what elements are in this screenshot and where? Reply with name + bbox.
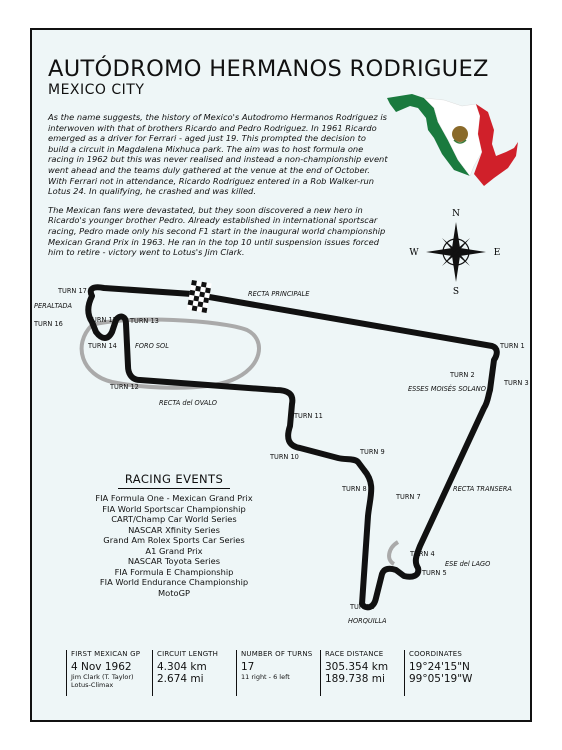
label-turn-2: TURN 2 xyxy=(450,371,475,379)
stat-circuit-length xyxy=(152,650,236,696)
label-recta-transera: RECTA TRANSERA xyxy=(453,485,512,493)
list-item: MotoGP xyxy=(158,587,190,598)
stat-detail: Lotus-Climax xyxy=(71,681,114,689)
label-turn-8: TURN 8 xyxy=(342,485,367,493)
stat-header: RACE DISTANCE xyxy=(325,650,384,658)
history-paragraph: The Mexican fans were devastated, but they soon discovered a new hero in Ricardo's younger brother Pedro. Already established in international sportscar racing, Pedro made only his second F1 start in the inaugural world championship Mexican Grand Prix in 1963. He ran in the top 10 until suspension issues forced him to retire - victory went to Lotus's Jim Clark. xyxy=(48,204,386,258)
stat-value: 99°05'19"W xyxy=(409,673,473,685)
poster xyxy=(30,28,532,722)
label-ese-del-lago: ESE del LAGO xyxy=(445,560,491,568)
racing-events-list xyxy=(58,493,290,598)
label-turn-9: TURN 9 xyxy=(360,448,385,456)
stat-header: NUMBER OF TURNS xyxy=(241,650,313,658)
label-recta-ovalo: RECTA del OVALO xyxy=(159,399,217,407)
stat-first-gp xyxy=(66,650,152,696)
stat-value: 4.304 km xyxy=(157,661,207,673)
label-turn-15: TURN 15 xyxy=(88,316,117,324)
stat-number-of-turns xyxy=(236,650,320,696)
poster-title: AUTÓDROMO HERMANOS RODRIGUEZ xyxy=(48,56,489,82)
list-item: FIA Formula One - Mexican Grand Prix xyxy=(95,493,253,503)
label-turn-4: TURN 4 xyxy=(410,550,435,558)
list-item: FIA Formula E Championship xyxy=(114,566,234,577)
list-item: A1 Grand Prix xyxy=(145,545,203,556)
stat-header: FIRST MEXICAN GP xyxy=(71,650,141,658)
label-turn-1: TURN 1 xyxy=(500,342,525,350)
stat-value: 305.354 km xyxy=(325,661,389,673)
label-horquilla: HORQUILLA xyxy=(348,617,387,625)
label-turn-11: TURN 11 xyxy=(294,412,323,420)
stat-value: 2.674 mi xyxy=(157,673,204,685)
stat-detail: Jim Clark (T. Taylor) xyxy=(71,673,134,681)
history-paragraph: As the name suggests, the history of Mexico's Autodromo Hermanos Rodriguez is interwoven with that of brothers Ricardo and Pedro Rodriguez. In 1961 Ricardo emerged as a driver for Ferrari - aged just 19. This prompted the decision to build a circuit in Magdalena Mixhuca park. The aim was to host formula one racing in 1962 but this was never realised and instead a non-championship event went ahead and the teams duly gathered at the venue at the end of October. With Ferrari not in attendance, Ricardo Rodriguez entered in a Rob Walker-run Lotus 24. In qualifying, he crashed and was killed. xyxy=(48,112,388,197)
lake-section xyxy=(389,542,398,564)
stat-value: 17 xyxy=(241,661,255,673)
list-item: CART/Champ Car World Series xyxy=(111,514,237,524)
racing-events-title: RACING EVENTS xyxy=(118,472,230,489)
stat-race-distance xyxy=(320,650,404,696)
stat-value: 189.738 mi xyxy=(325,673,385,685)
foro-sol-oval xyxy=(82,320,259,388)
start-finish-flag-icon xyxy=(187,280,212,313)
label-turn-5: TURN 5 xyxy=(422,569,447,577)
label-foro-sol: FORO SOL xyxy=(135,342,169,350)
stat-header: COORDINATES xyxy=(409,650,463,658)
label-turn-12: TURN 12 xyxy=(110,383,139,391)
stat-value: 4 Nov 1962 xyxy=(71,661,132,673)
compass-north-label: N xyxy=(452,209,460,219)
list-item: NASCAR Toyota Series xyxy=(127,556,221,566)
compass-east-label: E xyxy=(493,248,501,258)
label-turn-3: TURN 3 xyxy=(504,379,529,387)
label-turn-6: TURN 6 xyxy=(350,603,375,611)
label-turn-14: TURN 14 xyxy=(88,342,117,350)
list-item: FIA World Sportscar Championship xyxy=(102,503,246,514)
list-item: FIA World Endurance Championship xyxy=(99,577,249,587)
compass-west-label: W xyxy=(409,248,419,258)
label-peraltada: PERALTADA xyxy=(34,302,72,310)
label-turn-16: TURN 16 xyxy=(34,320,63,328)
compass-south-label: S xyxy=(452,287,460,297)
label-recta-principale: RECTA PRINCIPALE xyxy=(248,290,310,298)
label-turn-7: TURN 7 xyxy=(396,493,421,501)
stat-detail: 11 right - 6 left xyxy=(241,673,290,681)
poster-subtitle: MEXICO CITY xyxy=(48,82,145,98)
label-esses-moises-solano: ESSES MOISÉS SOLANO xyxy=(408,385,486,393)
list-item: Grand Am Rolex Sports Car Series xyxy=(103,535,245,545)
list-item: NASCAR Xfinity Series xyxy=(128,524,220,535)
label-turn-10: TURN 10 xyxy=(270,453,299,461)
stat-value: 19°24'15"N xyxy=(409,661,470,673)
label-turn-17: TURN 17 xyxy=(58,287,87,295)
stats-bar xyxy=(66,650,502,696)
stat-header: CIRCUIT LENGTH xyxy=(157,650,219,658)
stat-coordinates xyxy=(404,650,502,696)
label-turn-13: TURN 13 xyxy=(130,317,159,325)
